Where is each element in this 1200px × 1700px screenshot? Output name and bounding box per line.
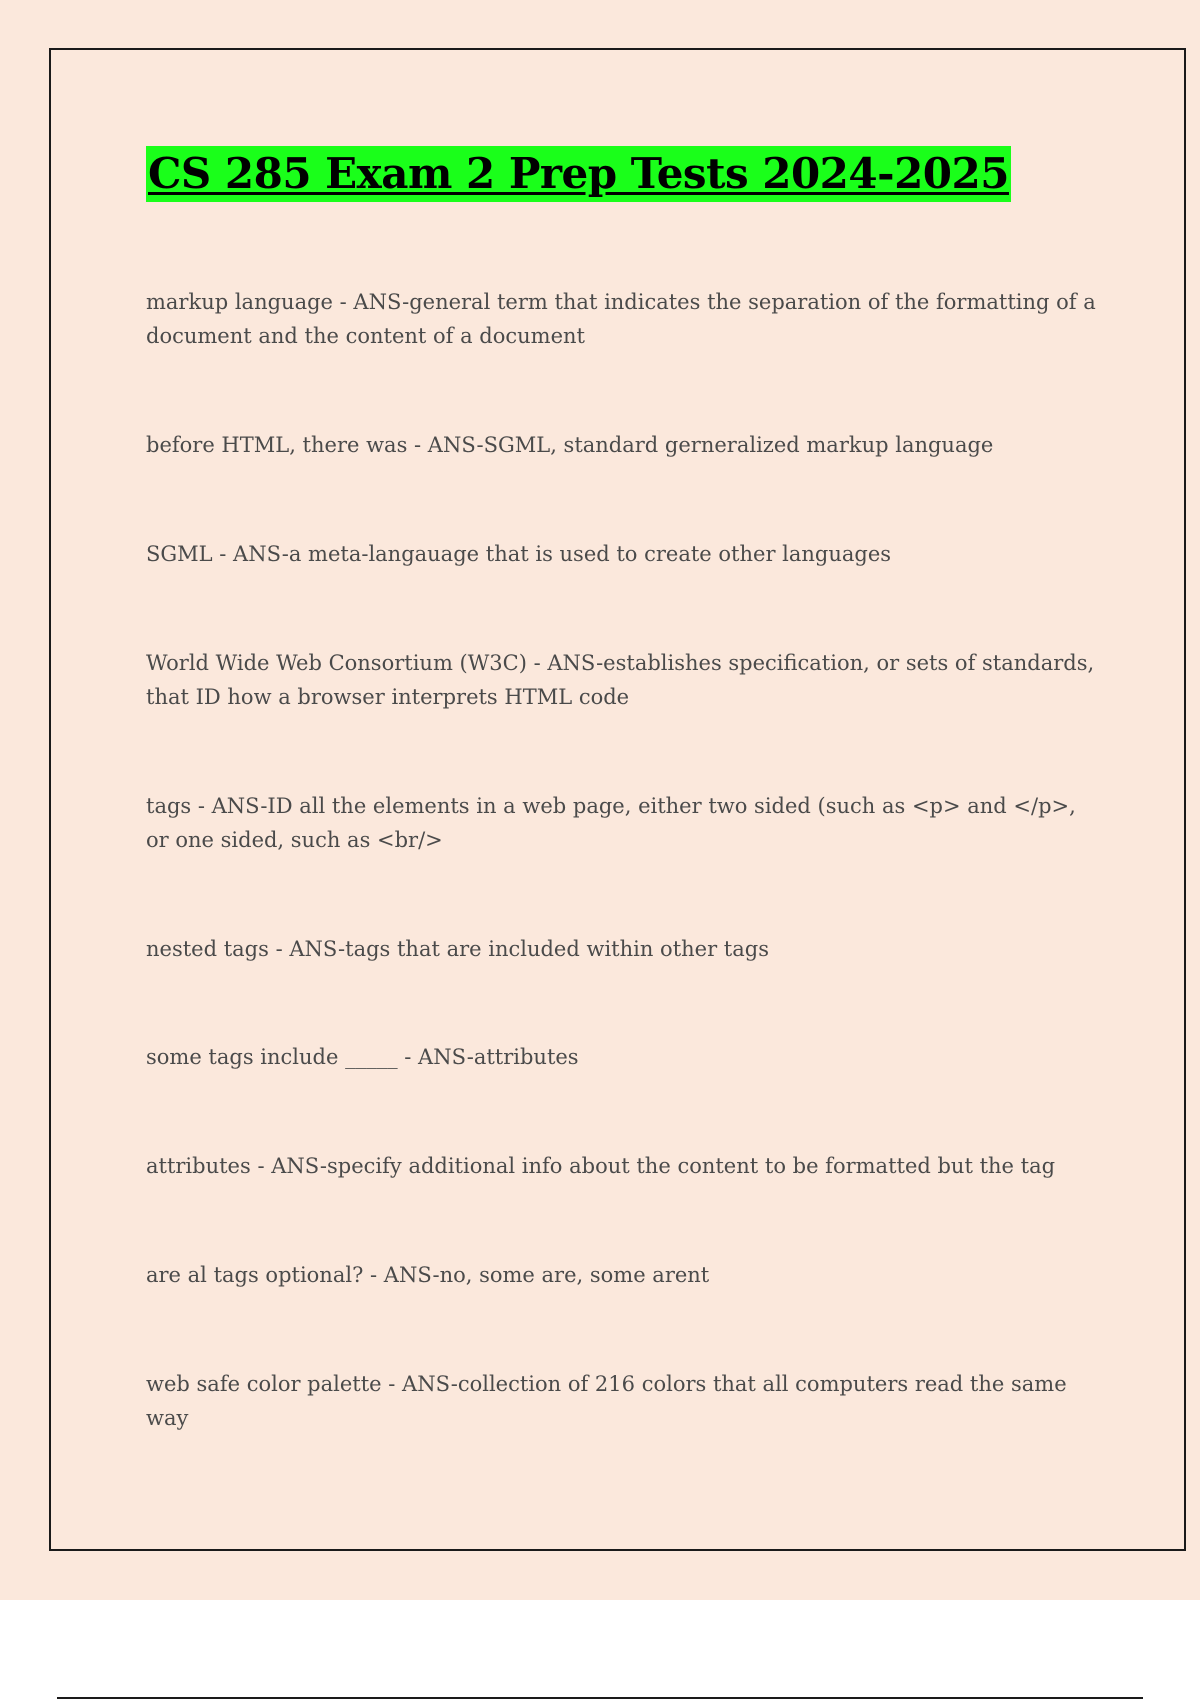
document-title: CS 285 Exam 2 Prep Tests 2024-2025 <box>146 146 1011 202</box>
qa-item-sgml: SGML - ANS-a meta-langauage that is used to create other languages <box>146 542 892 566</box>
qa-item-web-safe-palette: web safe color palette - ANS-collection of 216 colors that all computers read the same way <box>146 1372 1067 1430</box>
qa-item-tags: tags - ANS-ID all the elements in a web page, either two sided (such as <p> and </p>, or one sided, such as <br/> <box>146 794 1076 852</box>
qa-item-w3c: World Wide Web Consortium (W3C) - ANS-establishes specification, or sets of standards, that ID how a browser interprets HTML code <box>146 651 1095 709</box>
qa-item-optional-tags: are al tags optional? - ANS-no, some are, some arent <box>146 1263 710 1287</box>
qa-item-markup-language: markup language - ANS-general term that indicates the separation of the formatting of a document and the content of a document <box>146 290 1096 348</box>
qa-item-attributes: attributes - ANS-specify additional info about the content to be formatted but the tag <box>146 1154 1056 1178</box>
qa-item-before-html: before HTML, there was - ANS-SGML, standard gerneralized markup language <box>146 433 994 457</box>
next-page-rule <box>57 1697 1143 1699</box>
qa-item-nested-tags: nested tags - ANS-tags that are included within other tags <box>146 937 769 961</box>
qa-item-tag-attributes: some tags include _____ - ANS-attributes <box>146 1045 579 1069</box>
